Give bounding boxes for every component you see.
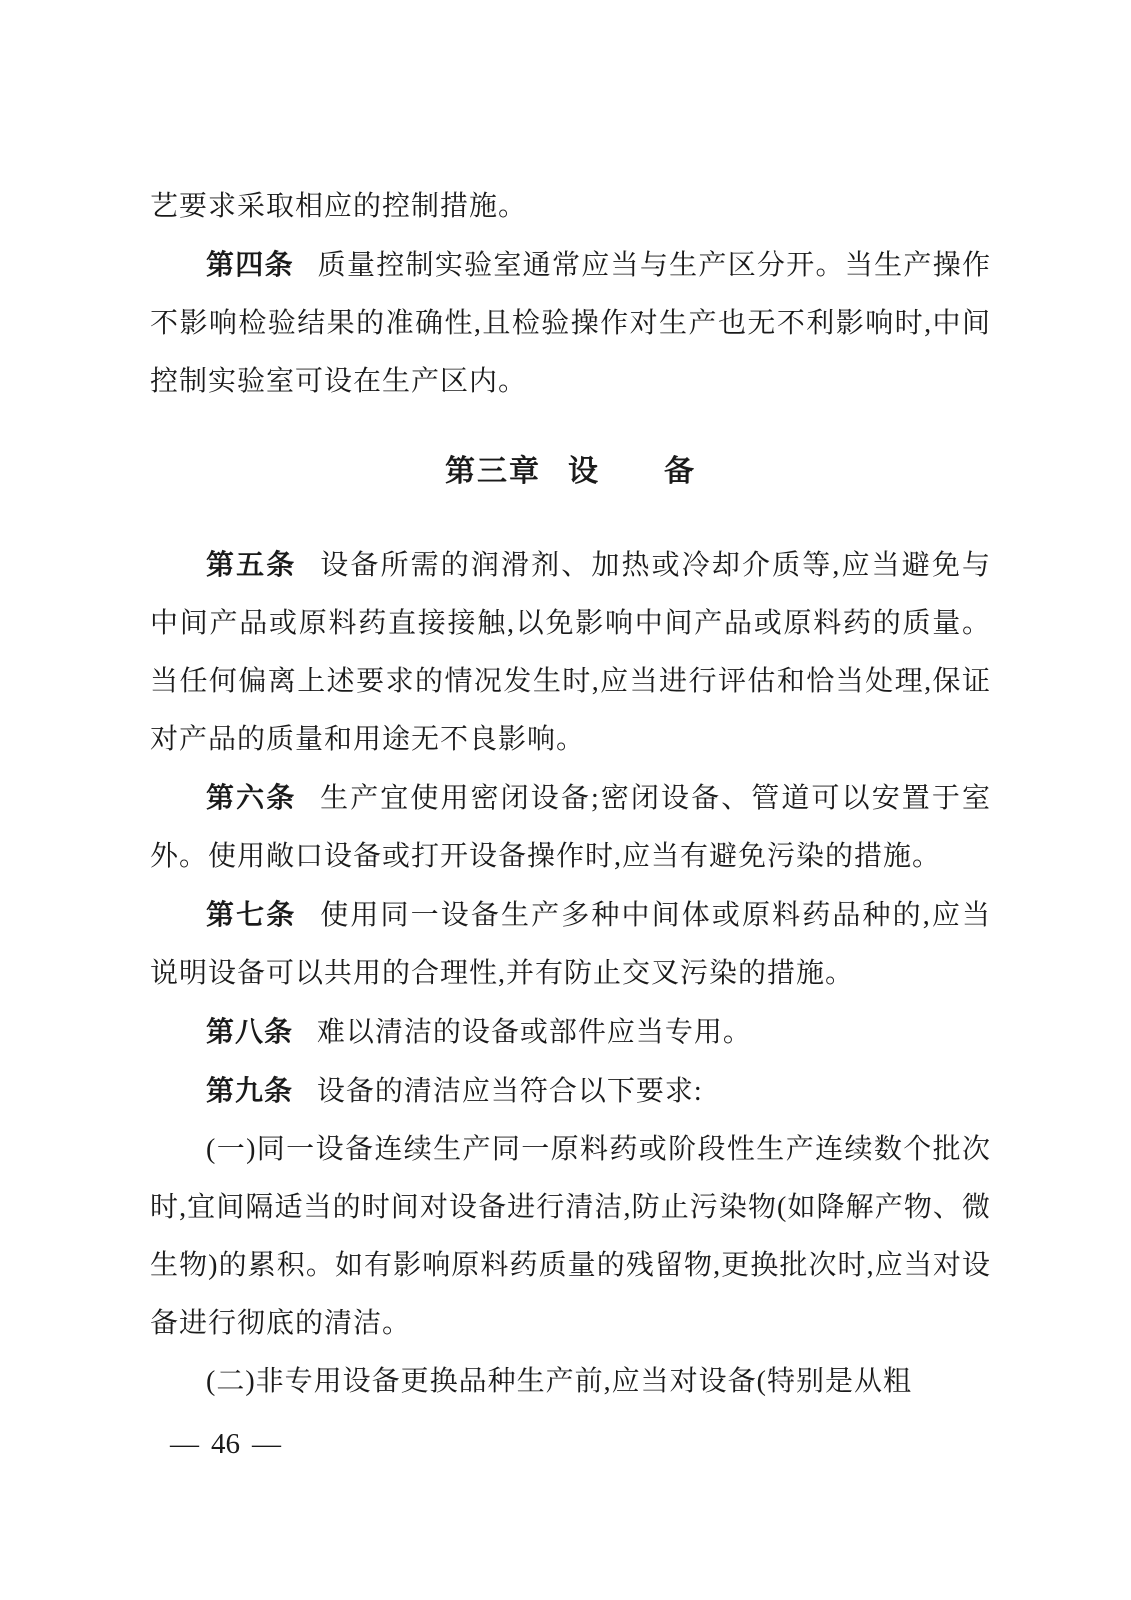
paragraph-continuation <box>150 178 991 236</box>
paragraph-text: 艺要求采取相应的控制措施。 <box>150 191 528 222</box>
article-7-text: 使用同一设备生产多种中间体或原料药品种的,应当说明设备可以共用的合理性,并有防止交叉污染的措施。 <box>150 900 991 989</box>
article-6-text: 生产宜使用密闭设备;密闭设备、管道可以安置于室外。使用敞口设备或打开设备操作时,应当有避免污染的措施。 <box>150 783 991 872</box>
chapter-number: 第三章 <box>445 455 541 488</box>
article-8-text: 难以清洁的设备或部件应当专用。 <box>316 1017 752 1048</box>
page-number: 46 <box>211 1428 240 1460</box>
footer-dash-left: — <box>170 1428 199 1460</box>
article-8-label: 第八条 <box>206 1016 294 1047</box>
article-9-label: 第九条 <box>206 1075 294 1106</box>
paragraph-article-9 <box>150 1062 991 1121</box>
item-2-text: (二)非专用设备更换品种生产前,应当对设备(特别是从粗 <box>206 1366 912 1397</box>
paragraph-article-4 <box>150 236 991 411</box>
article-5-text: 设备所需的润滑剂、加热或冷却介质等,应当避免与中间产品或原料药直接接触,以免影响中间产品或原料药的质量。当任何偏离上述要求的情况发生时,应当进行评估和恰当处理,保证对产品的质量和用途无不良影响。 <box>150 550 991 755</box>
chapter-title: 设 备 <box>568 455 696 488</box>
article-6-label: 第六条 <box>206 782 297 813</box>
paragraph-item-1 <box>150 1121 991 1353</box>
paragraph-article-6 <box>150 769 991 886</box>
article-5-label: 第五条 <box>206 549 297 580</box>
paragraph-article-8 <box>150 1003 991 1062</box>
article-7-label: 第七条 <box>206 899 297 930</box>
paragraph-item-2 <box>150 1353 991 1411</box>
chapter-heading <box>150 443 991 501</box>
article-4-label: 第四条 <box>206 249 294 280</box>
document-body <box>150 178 991 1411</box>
item-1-text: (一)同一设备连续生产同一原料药或阶段性生产连续数个批次时,宜间隔适当的时间对设备进行清洁,防止污染物(如降解产物、微生物)的累积。如有影响原料药质量的残留物,更换批次时,应当对设备进行彻底的清洁。 <box>150 1134 991 1339</box>
paragraph-article-5 <box>150 536 991 769</box>
article-4-text: 质量控制实验室通常应当与生产区分开。当生产操作不影响检验结果的准确性,且检验操作对生产也无不利影响时,中间控制实验室可设在生产区内。 <box>150 250 991 397</box>
article-9-text: 设备的清洁应当符合以下要求: <box>316 1076 703 1107</box>
page-footer <box>170 1424 281 1464</box>
footer-dash-right: — <box>252 1428 281 1460</box>
paragraph-article-7 <box>150 886 991 1003</box>
